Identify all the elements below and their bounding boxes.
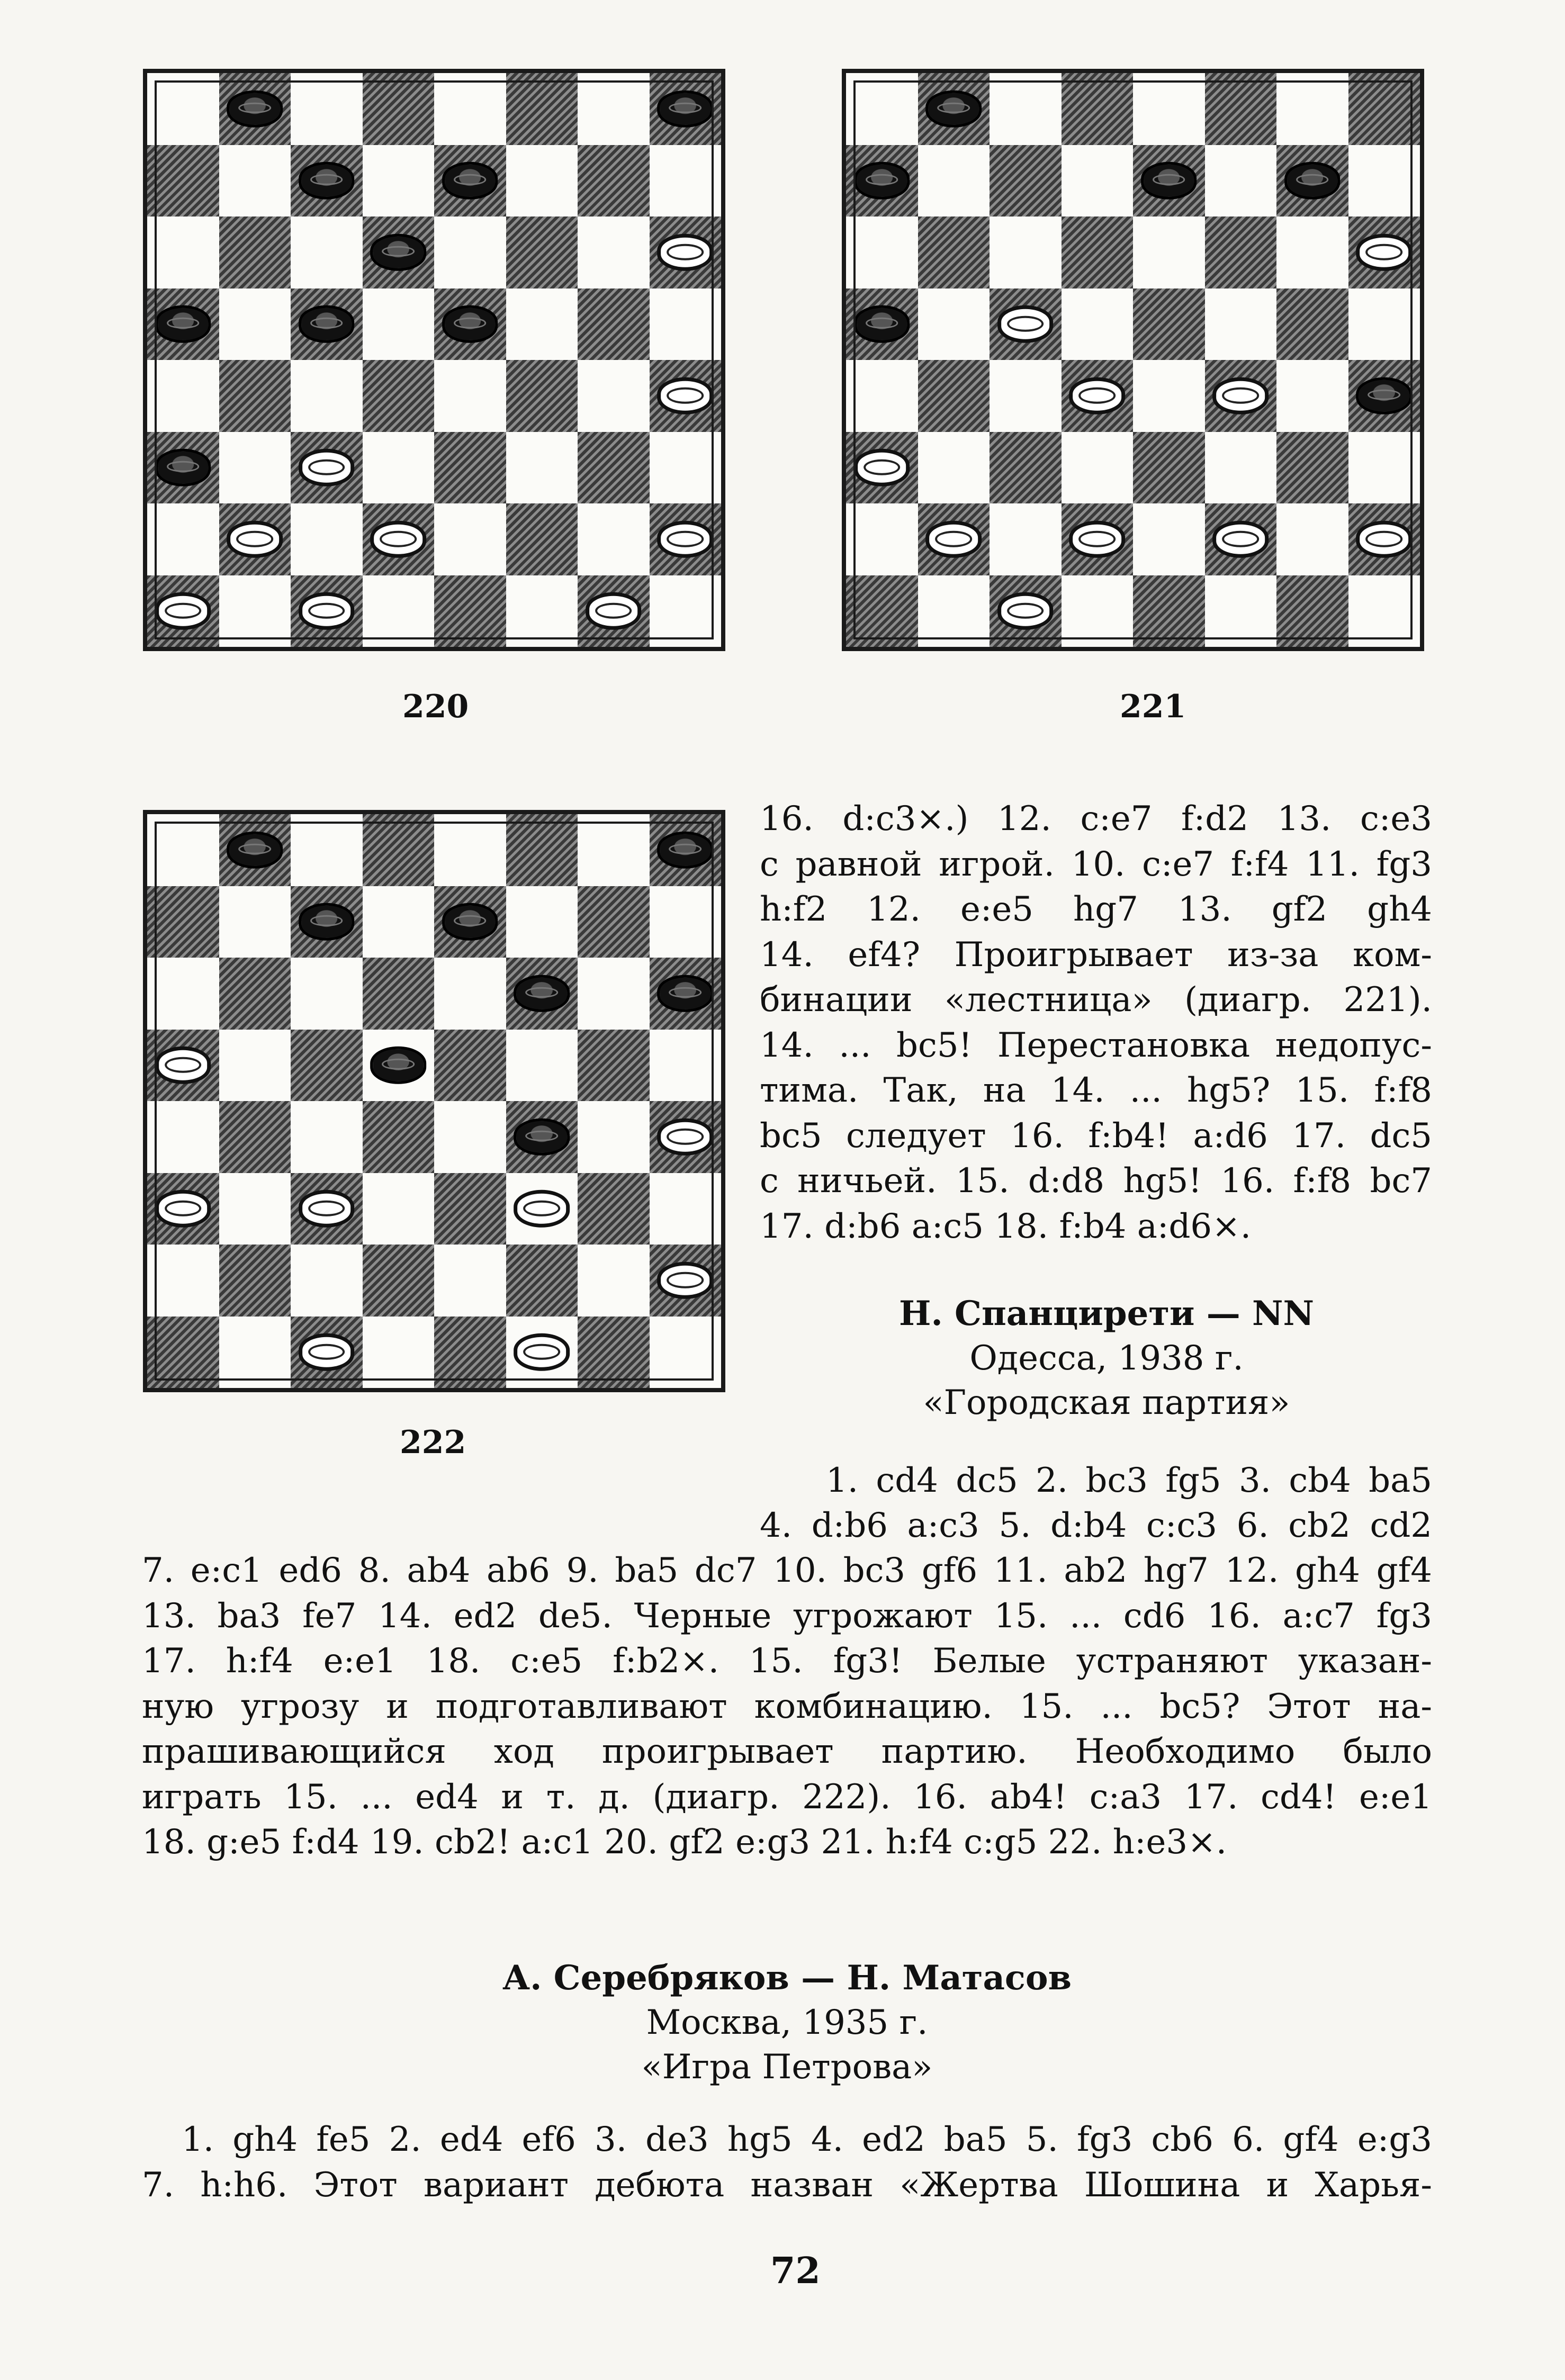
square-e7 <box>434 145 506 217</box>
square-c7 <box>990 145 1062 217</box>
square-b6 <box>918 217 990 289</box>
square-h2 <box>650 1245 722 1317</box>
square-a6 <box>147 217 219 289</box>
square-c1 <box>990 575 1062 647</box>
square-h3 <box>1348 432 1420 504</box>
game1-moves-full <box>142 1548 1432 1865</box>
square-c3 <box>990 432 1062 504</box>
square-h2 <box>1348 503 1420 575</box>
square-a5 <box>147 1030 219 1102</box>
square-d8 <box>1062 73 1134 145</box>
game2-header <box>142 1956 1432 2089</box>
square-d7 <box>363 886 435 958</box>
square-h3 <box>650 1173 722 1245</box>
square-c2 <box>291 503 363 575</box>
square-a3 <box>147 1173 219 1245</box>
square-f5 <box>506 289 578 360</box>
white-checker-g1 <box>586 592 642 629</box>
square-h4 <box>1348 360 1420 432</box>
square-g4 <box>1276 360 1348 432</box>
square-g6 <box>578 217 650 289</box>
square-g8 <box>1276 73 1348 145</box>
square-e2 <box>434 503 506 575</box>
game1-place: Одесса, 1938 г. <box>969 1339 1244 1378</box>
square-e3 <box>434 1173 506 1245</box>
text-line: ную угрозу и подготавливают комбинацию. 15. ... bc5? Этот на- <box>142 1687 1432 1726</box>
square-g6 <box>1276 217 1348 289</box>
square-e2 <box>1133 503 1205 575</box>
square-e6 <box>1133 217 1205 289</box>
square-e5 <box>434 1030 506 1102</box>
square-b6 <box>219 217 291 289</box>
square-c7 <box>291 886 363 958</box>
black-checker-f4 <box>514 1119 570 1156</box>
square-c8 <box>291 814 363 886</box>
square-a4 <box>147 360 219 432</box>
white-checker-d2 <box>370 521 426 558</box>
square-c3 <box>291 432 363 504</box>
white-checker-c3 <box>299 1190 355 1227</box>
black-checker-a3 <box>155 449 211 486</box>
black-checker-c7 <box>299 903 355 940</box>
black-checker-h8 <box>657 832 713 869</box>
square-f3 <box>506 432 578 504</box>
square-d2 <box>363 503 435 575</box>
square-d6 <box>363 217 435 289</box>
square-h5 <box>650 1030 722 1102</box>
black-checker-a7 <box>854 162 910 199</box>
square-e5 <box>1133 289 1205 360</box>
white-checker-a3 <box>854 449 910 486</box>
square-d1 <box>363 575 435 647</box>
square-e8 <box>434 814 506 886</box>
black-checker-a5 <box>155 305 211 342</box>
square-e2 <box>434 1245 506 1317</box>
square-c3 <box>291 1173 363 1245</box>
square-d6 <box>1062 217 1134 289</box>
square-c6 <box>990 217 1062 289</box>
square-a2 <box>147 503 219 575</box>
game1-header <box>810 1292 1403 1425</box>
square-c7 <box>291 145 363 217</box>
square-c6 <box>291 958 363 1030</box>
square-f2 <box>506 503 578 575</box>
square-g1 <box>578 1317 650 1389</box>
square-b1 <box>219 575 291 647</box>
square-h5 <box>650 289 722 360</box>
square-b5 <box>219 1030 291 1102</box>
square-a1 <box>147 1317 219 1389</box>
square-h8 <box>1348 73 1420 145</box>
black-checker-h4 <box>1356 377 1412 414</box>
square-b4 <box>219 360 291 432</box>
black-checker-c5 <box>299 305 355 342</box>
text-line: 17. h:f4 e:e1 18. c:e5 f:b2×. 15. fg3! Белые устраняют указан- <box>142 1642 1432 1681</box>
white-checker-h2 <box>657 521 713 558</box>
square-a6 <box>147 958 219 1030</box>
square-e3 <box>434 432 506 504</box>
square-a8 <box>147 814 219 886</box>
square-b8 <box>918 73 990 145</box>
square-b8 <box>219 73 291 145</box>
square-a7 <box>147 145 219 217</box>
white-checker-a3 <box>155 1190 211 1227</box>
text-line: h:f2 12. e:e5 hg7 13. gf2 gh4 <box>760 890 1432 929</box>
text-line: с равной игрой. 10. c:e7 f:f4 11. fg3 <box>760 844 1432 884</box>
text-line: 4. d:b6 a:c3 5. d:b4 c:c3 6. cb2 cd2 <box>760 1506 1432 1545</box>
square-c4 <box>291 1101 363 1173</box>
square-h1 <box>1348 575 1420 647</box>
text-line: 7. h:h6. Этот вариант дебюта назван «Жертва Шошина и Харья- <box>142 2165 1432 2205</box>
square-b2 <box>219 503 291 575</box>
square-b7 <box>918 145 990 217</box>
square-c8 <box>291 73 363 145</box>
black-checker-b8 <box>227 91 283 128</box>
square-a7 <box>147 886 219 958</box>
diagram-222-board <box>143 810 725 1392</box>
square-f4 <box>506 360 578 432</box>
square-b4 <box>918 360 990 432</box>
square-h7 <box>650 145 722 217</box>
square-g7 <box>578 886 650 958</box>
square-a3 <box>846 432 918 504</box>
square-d3 <box>363 432 435 504</box>
black-checker-h8 <box>657 91 713 128</box>
square-e1 <box>1133 575 1205 647</box>
square-f6 <box>1205 217 1277 289</box>
white-checker-d2 <box>1069 521 1125 558</box>
square-f1 <box>1205 575 1277 647</box>
square-g2 <box>578 503 650 575</box>
square-f2 <box>1205 503 1277 575</box>
white-checker-h4 <box>657 377 713 414</box>
white-checker-f4 <box>1212 377 1269 414</box>
square-d1 <box>1062 575 1134 647</box>
square-a8 <box>846 73 918 145</box>
square-e1 <box>434 575 506 647</box>
text-line: 17. d:b6 a:c5 18. f:b4 a:d6×. <box>760 1206 1252 1246</box>
square-f7 <box>1205 145 1277 217</box>
text-line: 1. cd4 dc5 2. bc3 fg5 3. cb4 ba5 <box>826 1461 1432 1500</box>
white-checker-c1 <box>299 592 355 629</box>
white-checker-b2 <box>227 521 283 558</box>
diagram-220-caption: 220 <box>402 688 469 725</box>
square-h5 <box>1348 289 1420 360</box>
white-checker-h4 <box>657 1119 713 1156</box>
square-e1 <box>434 1317 506 1389</box>
square-d4 <box>1062 360 1134 432</box>
square-d4 <box>363 360 435 432</box>
black-checker-e7 <box>442 903 498 940</box>
game1-moves-indented <box>826 1458 1432 1504</box>
square-g5 <box>1276 289 1348 360</box>
black-checker-h6 <box>657 975 713 1012</box>
square-d7 <box>363 145 435 217</box>
square-d7 <box>1062 145 1134 217</box>
black-checker-d6 <box>370 234 426 271</box>
square-e4 <box>434 1101 506 1173</box>
square-d5 <box>363 289 435 360</box>
square-f6 <box>506 958 578 1030</box>
square-h4 <box>650 360 722 432</box>
text-line: 1. gh4 fe5 2. ed4 ef6 3. de3 hg5 4. ed2 ba5 5. fg3 cb6 6. gf4 e:g3 <box>182 2120 1432 2159</box>
square-d1 <box>363 1317 435 1389</box>
square-a5 <box>147 289 219 360</box>
square-f3 <box>506 1173 578 1245</box>
square-g8 <box>578 814 650 886</box>
black-checker-a5 <box>854 305 910 342</box>
square-e6 <box>434 958 506 1030</box>
square-e6 <box>434 217 506 289</box>
square-d3 <box>363 1173 435 1245</box>
square-g5 <box>578 289 650 360</box>
square-f6 <box>506 217 578 289</box>
square-e7 <box>1133 145 1205 217</box>
square-g2 <box>578 1245 650 1317</box>
square-b4 <box>219 1101 291 1173</box>
square-g4 <box>578 1101 650 1173</box>
square-h6 <box>650 958 722 1030</box>
square-a1 <box>147 575 219 647</box>
square-a7 <box>846 145 918 217</box>
square-b5 <box>918 289 990 360</box>
square-d8 <box>363 814 435 886</box>
square-h4 <box>650 1101 722 1173</box>
white-checker-a1 <box>155 592 211 629</box>
square-h7 <box>1348 145 1420 217</box>
square-f4 <box>506 1101 578 1173</box>
square-b5 <box>219 289 291 360</box>
square-c5 <box>990 289 1062 360</box>
square-f2 <box>506 1245 578 1317</box>
game1-moves-indented-2 <box>760 1503 1432 1549</box>
square-c1 <box>291 1317 363 1389</box>
text-line: 13. ba3 fe7 14. ed2 de5. Черные угрожают 15. ... cd6 16. a:c7 fg3 <box>142 1596 1432 1636</box>
square-f8 <box>506 73 578 145</box>
square-d4 <box>363 1101 435 1173</box>
square-e8 <box>434 73 506 145</box>
square-b8 <box>219 814 291 886</box>
text-line: тима. Так, на 14. ... hg5? 15. f:f8 <box>760 1071 1432 1110</box>
square-h6 <box>650 217 722 289</box>
square-e5 <box>434 289 506 360</box>
square-a5 <box>846 289 918 360</box>
diagram-222-caption: 222 <box>400 1424 466 1461</box>
square-a8 <box>147 73 219 145</box>
square-g2 <box>1276 503 1348 575</box>
square-h3 <box>650 432 722 504</box>
square-b3 <box>219 432 291 504</box>
square-c4 <box>990 360 1062 432</box>
square-h6 <box>1348 217 1420 289</box>
square-c4 <box>291 360 363 432</box>
square-b7 <box>219 886 291 958</box>
diagram-221-board <box>842 69 1424 651</box>
black-checker-b8 <box>925 91 982 128</box>
text-line: 7. e:c1 ed6 8. ab4 ab6 9. ba5 dc7 10. bc3 gf6 11. ab2 hg7 12. gh4 gf4 <box>142 1551 1432 1590</box>
square-d6 <box>363 958 435 1030</box>
square-g4 <box>578 360 650 432</box>
square-h8 <box>650 814 722 886</box>
square-b3 <box>918 432 990 504</box>
square-f8 <box>1205 73 1277 145</box>
square-b7 <box>219 145 291 217</box>
square-c5 <box>291 289 363 360</box>
square-a4 <box>846 360 918 432</box>
square-b1 <box>219 1317 291 1389</box>
text-line: 16. d:c3×.) 12. c:e7 f:d2 13. c:e3 <box>760 799 1432 839</box>
square-b3 <box>219 1173 291 1245</box>
white-checker-f1 <box>514 1333 570 1371</box>
square-h7 <box>650 886 722 958</box>
square-a2 <box>846 503 918 575</box>
square-a3 <box>147 432 219 504</box>
square-c6 <box>291 217 363 289</box>
square-g8 <box>578 73 650 145</box>
square-a6 <box>846 217 918 289</box>
square-f3 <box>1205 432 1277 504</box>
white-checker-h2 <box>1356 521 1412 558</box>
white-checker-c5 <box>997 305 1054 342</box>
square-g7 <box>1276 145 1348 217</box>
square-c1 <box>291 575 363 647</box>
black-checker-e7 <box>442 162 498 199</box>
square-e3 <box>1133 432 1205 504</box>
black-checker-e5 <box>442 305 498 342</box>
square-g5 <box>578 1030 650 1102</box>
square-b6 <box>219 958 291 1030</box>
text-line: 14. ... bc5! Перестановка недопус- <box>760 1025 1432 1065</box>
square-c2 <box>990 503 1062 575</box>
white-checker-b2 <box>925 521 982 558</box>
square-e7 <box>434 886 506 958</box>
square-f1 <box>506 1317 578 1389</box>
game2-moves <box>142 2117 1432 2208</box>
white-checker-c1 <box>997 592 1054 629</box>
square-h8 <box>650 73 722 145</box>
white-checker-h2 <box>657 1262 713 1299</box>
square-a2 <box>147 1245 219 1317</box>
diagram-220-board <box>143 69 725 651</box>
square-h1 <box>650 575 722 647</box>
square-f7 <box>506 145 578 217</box>
text-line: бинации «лестница» (диагр. 221). <box>760 980 1432 1020</box>
game2-opening: «Игра Петрова» <box>641 2048 933 2087</box>
square-f1 <box>506 575 578 647</box>
square-d8 <box>363 73 435 145</box>
diagram-221-caption: 221 <box>1120 688 1186 725</box>
square-h2 <box>650 503 722 575</box>
white-checker-f3 <box>514 1190 570 1227</box>
square-f5 <box>1205 289 1277 360</box>
square-b2 <box>918 503 990 575</box>
black-checker-b8 <box>227 832 283 869</box>
square-b1 <box>918 575 990 647</box>
white-checker-h6 <box>657 234 713 271</box>
text-line: 18. g:e5 f:d4 19. cb2! a:c1 20. gf2 e:g3 21. h:f4 c:g5 22. h:e3×. <box>142 1823 1227 1862</box>
square-d3 <box>1062 432 1134 504</box>
black-checker-g7 <box>1284 162 1341 199</box>
square-c8 <box>990 73 1062 145</box>
white-checker-h6 <box>1356 234 1412 271</box>
square-d5 <box>363 1030 435 1102</box>
square-b2 <box>219 1245 291 1317</box>
square-f8 <box>506 814 578 886</box>
square-g1 <box>1276 575 1348 647</box>
page-number: 72 <box>770 2250 821 2292</box>
text-line: bc5 следует 16. f:b4! a:d6 17. dc5 <box>760 1116 1432 1156</box>
black-checker-f6 <box>514 975 570 1012</box>
square-g3 <box>1276 432 1348 504</box>
text-line: прашивающийся ход проигрывает партию. Необходимо было <box>142 1732 1432 1771</box>
square-f7 <box>506 886 578 958</box>
white-checker-c1 <box>299 1333 355 1371</box>
square-a4 <box>147 1101 219 1173</box>
square-c2 <box>291 1245 363 1317</box>
square-c5 <box>291 1030 363 1102</box>
square-f5 <box>506 1030 578 1102</box>
text-line: с ничьей. 15. d:d8 hg5! 16. f:f8 bc7 <box>760 1161 1432 1201</box>
black-checker-c7 <box>299 162 355 199</box>
game1-players: Н. Спанцирети — NN <box>898 1294 1315 1333</box>
square-d2 <box>1062 503 1134 575</box>
square-g1 <box>578 575 650 647</box>
square-f4 <box>1205 360 1277 432</box>
white-checker-d4 <box>1069 377 1125 414</box>
square-g3 <box>578 432 650 504</box>
square-a1 <box>846 575 918 647</box>
square-g3 <box>578 1173 650 1245</box>
text-line: играть 15. ... ed4 и т. д. (диагр. 222). 16. ab4! c:a3 17. cd4! e:e1 <box>142 1777 1432 1817</box>
square-h1 <box>650 1317 722 1389</box>
square-g7 <box>578 145 650 217</box>
white-checker-c3 <box>299 449 355 486</box>
black-checker-e7 <box>1141 162 1197 199</box>
square-e4 <box>434 360 506 432</box>
game1-opening: «Городская партия» <box>923 1383 1290 1422</box>
square-e4 <box>1133 360 1205 432</box>
white-checker-a5 <box>155 1047 211 1084</box>
annotation-text <box>760 797 1432 1249</box>
white-checker-f2 <box>1212 521 1269 558</box>
square-d2 <box>363 1245 435 1317</box>
square-g6 <box>578 958 650 1030</box>
black-checker-d5 <box>370 1047 426 1084</box>
game2-place: Москва, 1935 г. <box>646 2003 928 2042</box>
text-line: 14. ef4? Проигрывает из-за ком- <box>760 935 1432 975</box>
square-d5 <box>1062 289 1134 360</box>
game2-players: А. Серебряков — Н. Матасов <box>502 1958 1072 1998</box>
square-e8 <box>1133 73 1205 145</box>
